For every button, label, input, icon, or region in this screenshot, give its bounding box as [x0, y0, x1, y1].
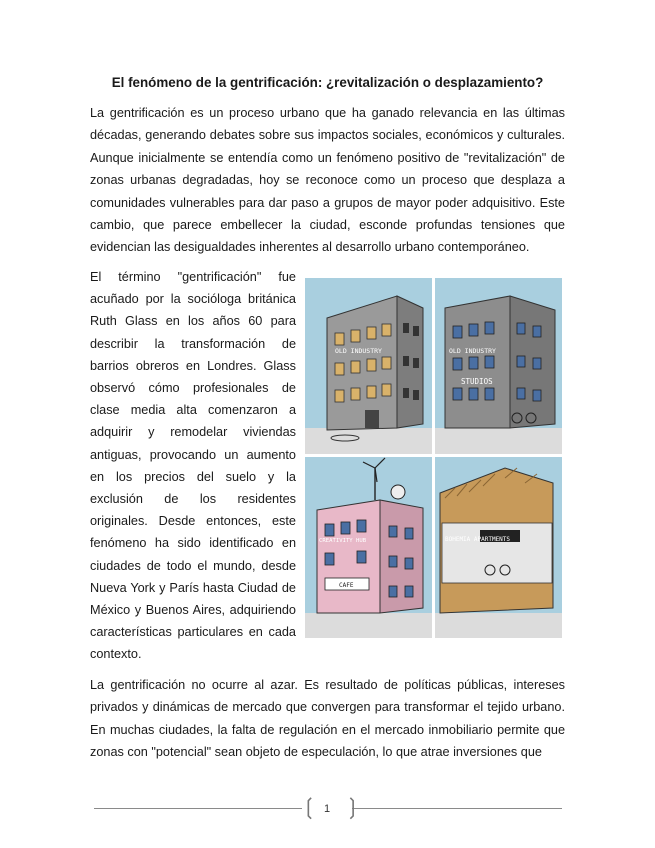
- sign-creativity-hub: CREATIVITY HUB: [319, 538, 367, 544]
- paragraph-intro: La gentrificación es un proceso urbano que ha ganado relevancia en las últimas décadas, generando debates sobre sus impactos sociales, económicos y culturales. Aunque inicialmente se entendía como un fenómeno positivo de "revitalización" de zonas urbanas degradadas, hoy se reconoce como un proceso que desplaza a comunidades vulnerables para dar paso a grupos de mayor poder adquisitivo. Este cambio, que parece embellecer la ciudad, esconde profundas tensiones que evidencian las desigualdades inherentes al desarrollo urbano contemporáneo.: [90, 106, 565, 255]
- panel-bohemia-apartments: [435, 457, 562, 638]
- panel-creativity-hub: [305, 457, 432, 638]
- sign-old-industry-2: OLD INDUSTRY: [449, 347, 496, 355]
- panel-studios: [435, 278, 562, 454]
- footer-bracket-right: ❳: [343, 795, 362, 820]
- sign-old-industry-1: OLD INDUSTRY: [335, 347, 382, 355]
- footer-rule-right: [352, 808, 562, 809]
- panel-old-industry: [305, 278, 432, 454]
- sign-bohemia-apartments: BOHEMIA APARTMENTS: [445, 536, 511, 543]
- sign-cafe: CAFE: [339, 582, 354, 589]
- sign-studios: STUDIOS: [461, 377, 493, 386]
- gentrification-illustration: [305, 278, 562, 638]
- footer-bracket-left: ❲: [300, 795, 319, 820]
- paragraph-causes: La gentrificación no ocurre al azar. Es resultado de políticas públicas, intereses privados y dinámicas de mercado que convergen para transformar el tejido urbano. En muchas ciudades, la falta de regulación en el mercado inmobiliario permite que zonas con "potencial" sean objeto de especulación, lo que atrae inversiones que: [90, 678, 565, 760]
- footer-rule-left: [94, 808, 302, 809]
- document-title: El fenómeno de la gentrificación: ¿revitalización o desplazamiento?: [111, 75, 544, 90]
- paragraph-origin: El término "gentrificación" fue acuñado por la socióloga británica Ruth Glass en los años 60 para describir la transformación de barrios obreros en Londres. Glass observó cómo profesionales de clase media alta comenzaron a adquirir y remodelar viviendas antiguas, provocando un aumento en los precios del suelo y la exclusión de los residentes originales. Desde entonces, este fenómeno ha sido identificado en ciudades de todo el mundo, desde Nueva York y París hasta Ciudad de México y Buenos Aires, adquiriendo características particulares en cada contexto.: [90, 270, 296, 662]
- page-number: 1: [323, 803, 331, 815]
